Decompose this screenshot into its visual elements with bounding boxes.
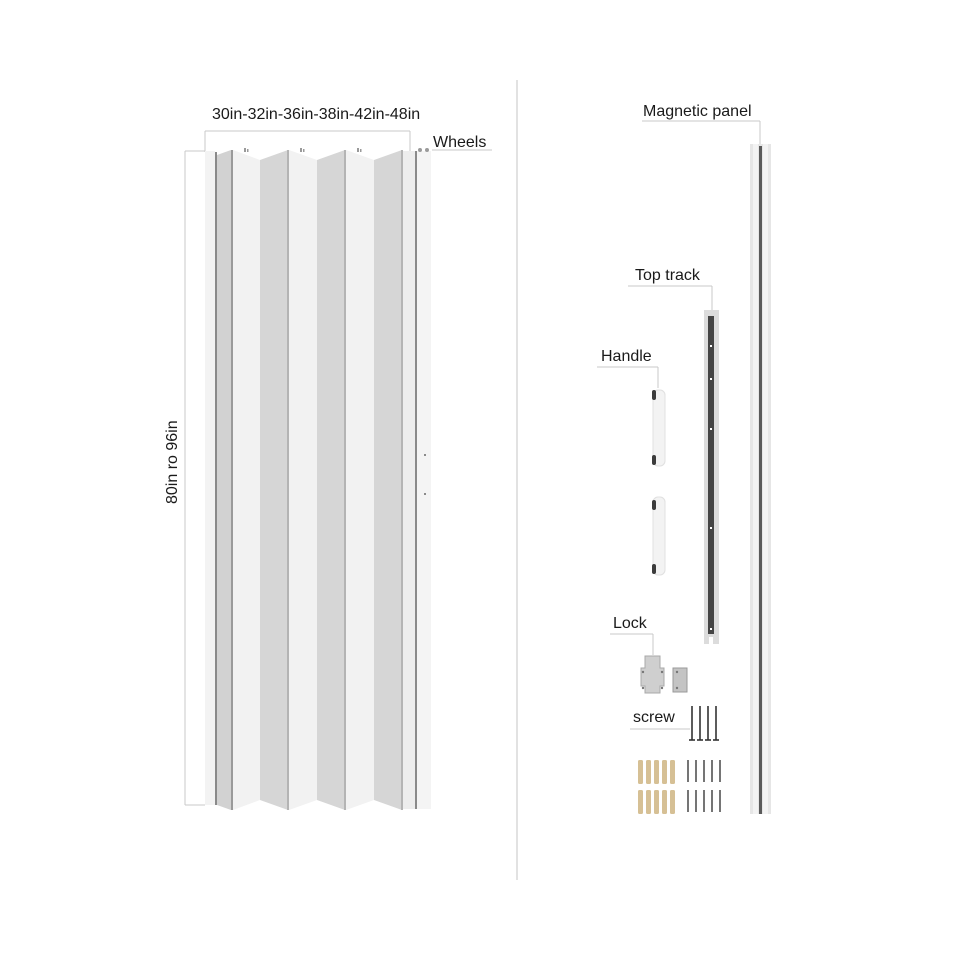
wall-anchor-icons <box>638 760 675 814</box>
width-dimension <box>205 131 410 152</box>
lock-strike-icon <box>673 668 687 692</box>
folding-door <box>205 148 431 810</box>
lock-part <box>610 634 687 693</box>
magnetic-panel-label: Magnetic panel <box>643 103 752 120</box>
door-width-label: 30in-32in-36in-38in-42in-48in <box>212 106 421 123</box>
handle-icon <box>652 390 665 466</box>
wheels-label: Wheels <box>433 134 487 151</box>
screw-label: screw <box>633 709 675 726</box>
screw-icons <box>689 706 719 740</box>
top-track-label: Top track <box>635 267 700 284</box>
handle-part <box>597 367 665 575</box>
handle-label: Handle <box>601 348 652 365</box>
door-height-label: 80in ro 96in <box>164 420 181 504</box>
lock-icon <box>641 656 664 693</box>
small-screw-icons <box>688 760 720 812</box>
height-dimension <box>185 151 205 805</box>
top-track-part <box>628 286 719 644</box>
lock-label: Lock <box>613 615 647 632</box>
section-divider <box>516 80 518 880</box>
handle-icon <box>652 497 665 575</box>
